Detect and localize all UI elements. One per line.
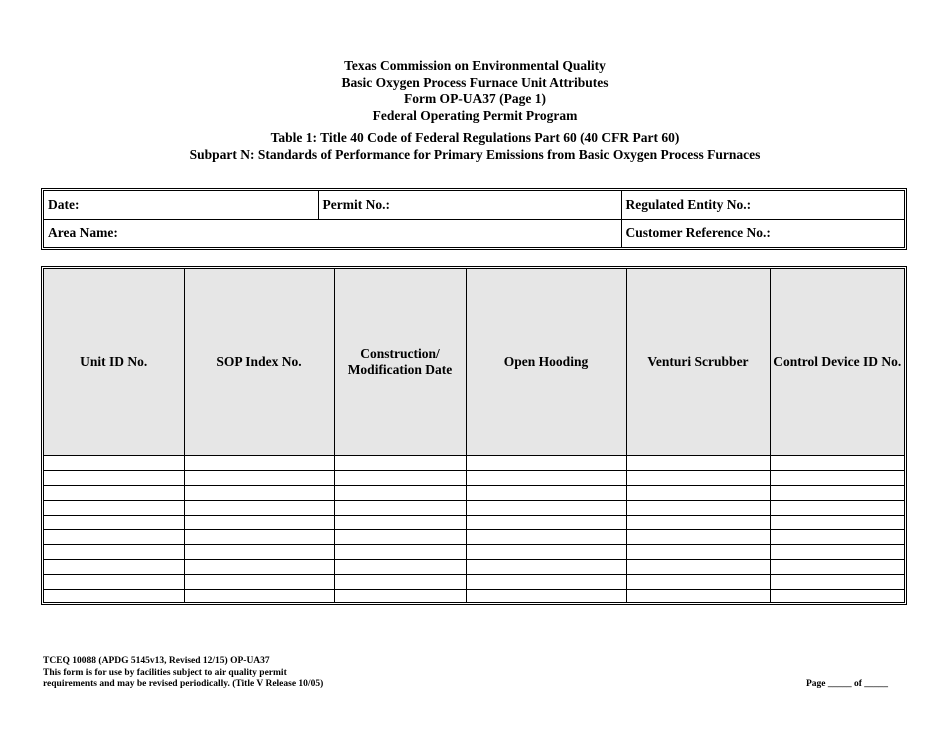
- table-cell[interactable]: [626, 455, 770, 470]
- table-cell[interactable]: [466, 500, 626, 515]
- table-cell[interactable]: [626, 560, 770, 575]
- subpart-title: Subpart N: Standards of Performance for Primary Emissions from Basic Oxygen Process Furnaces: [189, 146, 761, 162]
- table-cell[interactable]: [184, 560, 334, 575]
- table-cell[interactable]: [334, 515, 466, 530]
- attributes-table: [41, 266, 907, 605]
- table-cell[interactable]: [770, 455, 904, 470]
- table-cell[interactable]: [770, 500, 904, 515]
- table-cell[interactable]: [334, 545, 466, 560]
- form-number: Form OP-UA37 (Page 1): [403, 91, 547, 106]
- table-cell[interactable]: [466, 530, 626, 545]
- table-row: [44, 530, 904, 545]
- table-cell[interactable]: [626, 530, 770, 545]
- footer-form-id: TCEQ 10088 (APDG 5145v13, Revised 12/15) OP-UA37: [43, 656, 270, 666]
- footer-revision-note: requirements and may be revised periodically. (Title V Release 10/05): [43, 679, 324, 689]
- table-cell[interactable]: [770, 470, 904, 485]
- table-row: [44, 590, 904, 602]
- table-cell[interactable]: [44, 500, 184, 515]
- table-cell[interactable]: [184, 575, 334, 590]
- table-cell[interactable]: [466, 470, 626, 485]
- table-cell[interactable]: [44, 560, 184, 575]
- table-row: [44, 560, 904, 575]
- table-cell[interactable]: [334, 485, 466, 500]
- table-cell[interactable]: [626, 515, 770, 530]
- table-cell[interactable]: [184, 545, 334, 560]
- col-construction-date: Construction/ Modification Date: [334, 269, 466, 455]
- table-row: [44, 470, 904, 485]
- table-cell[interactable]: [184, 500, 334, 515]
- table-row: [44, 500, 904, 515]
- col-unit-id: Unit ID No.: [44, 269, 184, 455]
- form-footer: [43, 656, 323, 691]
- table-cell[interactable]: [44, 575, 184, 590]
- table-cell[interactable]: [770, 515, 904, 530]
- agency-name: Texas Commission on Environmental Quality: [344, 58, 606, 73]
- footer-usage-note: This form is for use by facilities subject to air quality permit: [43, 667, 287, 678]
- table-row: [44, 485, 904, 500]
- table-cell[interactable]: [626, 575, 770, 590]
- table-cell[interactable]: [770, 530, 904, 545]
- table-cell[interactable]: [466, 485, 626, 500]
- table-cell[interactable]: [626, 470, 770, 485]
- regulated-entity-field[interactable]: Regulated Entity No.:: [621, 191, 904, 219]
- table-cell[interactable]: [184, 590, 334, 602]
- area-name-field[interactable]: Area Name:: [44, 219, 621, 247]
- table-cell[interactable]: [184, 485, 334, 500]
- table-row: [44, 455, 904, 470]
- table-cell[interactable]: [626, 545, 770, 560]
- table-cell[interactable]: [334, 470, 466, 485]
- col-venturi-scrubber: Venturi Scrubber: [626, 269, 770, 455]
- table-cell[interactable]: [184, 515, 334, 530]
- table-row: [44, 575, 904, 590]
- table-row: [44, 515, 904, 530]
- table-header-row: [44, 269, 904, 455]
- table-cell[interactable]: [626, 590, 770, 602]
- col-open-hooding: Open Hooding: [466, 269, 626, 455]
- table-cell[interactable]: [770, 560, 904, 575]
- table-cell[interactable]: [770, 590, 904, 602]
- col-control-device-id: Control Device ID No.: [770, 269, 904, 455]
- customer-reference-field[interactable]: Customer Reference No.:: [621, 219, 904, 247]
- table-cell[interactable]: [334, 560, 466, 575]
- table-cell[interactable]: [466, 545, 626, 560]
- table-cell[interactable]: [466, 590, 626, 602]
- table-cell[interactable]: [626, 485, 770, 500]
- table-cell[interactable]: [466, 560, 626, 575]
- table-cell[interactable]: [44, 545, 184, 560]
- form-title: Basic Oxygen Process Furnace Unit Attributes: [341, 74, 609, 90]
- table-cell[interactable]: [466, 455, 626, 470]
- table-cell[interactable]: [334, 455, 466, 470]
- table-row: [44, 545, 904, 560]
- table-cell[interactable]: [334, 590, 466, 602]
- table-cell[interactable]: [466, 515, 626, 530]
- program-name: Federal Operating Permit Program: [372, 107, 578, 123]
- table-cell[interactable]: [44, 530, 184, 545]
- page-number: Page _____ of _____: [806, 679, 889, 689]
- permit-number-field[interactable]: Permit No.:: [318, 191, 621, 219]
- table-cell[interactable]: [184, 470, 334, 485]
- table-cell[interactable]: [334, 500, 466, 515]
- form-header: [0, 58, 950, 163]
- table-title: Table 1: Title 40 Code of Federal Regulations Part 60 (40 CFR Part 60): [270, 130, 680, 145]
- table-cell[interactable]: [770, 575, 904, 590]
- table-cell[interactable]: [334, 575, 466, 590]
- table-cell[interactable]: [334, 530, 466, 545]
- table-cell[interactable]: [770, 485, 904, 500]
- table-cell[interactable]: [44, 470, 184, 485]
- table-cell[interactable]: [184, 530, 334, 545]
- table-cell[interactable]: [466, 575, 626, 590]
- table-cell[interactable]: [44, 485, 184, 500]
- table-cell[interactable]: [44, 455, 184, 470]
- table-cell[interactable]: [770, 545, 904, 560]
- table-cell[interactable]: [44, 515, 184, 530]
- table-cell[interactable]: [184, 455, 334, 470]
- col-sop-index: SOP Index No.: [184, 269, 334, 455]
- table-cell[interactable]: [44, 590, 184, 602]
- date-field[interactable]: Date:: [44, 191, 318, 219]
- table-cell[interactable]: [626, 500, 770, 515]
- info-box: [41, 188, 907, 250]
